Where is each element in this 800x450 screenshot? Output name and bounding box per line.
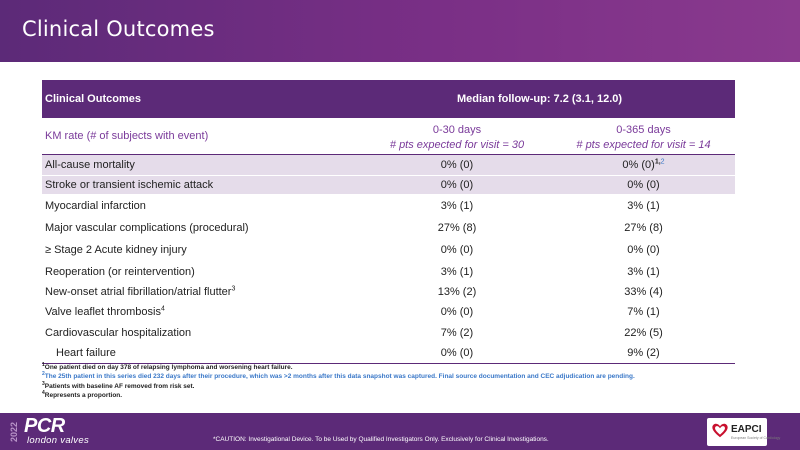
footnote-4: $^4$Represents a proportion. bbox=[42, 389, 123, 399]
row-value-365d: 0% (0) bbox=[627, 179, 660, 191]
eapci-logo-subtext: European Society of Cardiology bbox=[731, 436, 781, 440]
outcomes-table bbox=[42, 80, 735, 364]
row-label: Reoperation (or reintervention) bbox=[45, 266, 195, 278]
caution-notice: *CAUTION: Investigational Device. To be Used by Qualified Investigators Only. Exclusively for Clinical Investigations. bbox=[213, 436, 549, 443]
footnote-3: $^3$Patients with baseline AF removed from risk set. bbox=[42, 380, 195, 390]
table-row bbox=[42, 323, 735, 343]
period-30-label: 0-30 days bbox=[432, 124, 482, 136]
row-value-30d: 3% (1) bbox=[440, 200, 474, 212]
km-rate-label: KM rate (# of subjects with event) bbox=[45, 130, 209, 142]
row-value-365d: 7% (1) bbox=[627, 306, 660, 318]
row-label: Major vascular complications (procedural) bbox=[45, 222, 249, 234]
period-365-days bbox=[552, 123, 735, 153]
pcr-logo-subtitle: london valves bbox=[27, 435, 89, 446]
row-value-365d: 9% (2) bbox=[627, 347, 660, 359]
row-value-365d: 3% (1) bbox=[627, 266, 660, 278]
pcr-logo-year: 2022 bbox=[9, 421, 19, 443]
row-value-30d: 7% (2) bbox=[440, 327, 474, 339]
row-value-30d: 0% (0) bbox=[440, 159, 474, 171]
row-label: Cardiovascular hospitalization bbox=[45, 327, 192, 339]
table-row bbox=[42, 302, 735, 323]
row-value-365d: 33% (4) bbox=[624, 286, 663, 298]
pcr-logo: PCR bbox=[24, 415, 65, 437]
table-row bbox=[42, 176, 735, 195]
row-label: Heart failure bbox=[56, 347, 116, 359]
row-value-30d: 3% (1) bbox=[440, 266, 474, 278]
table-row bbox=[42, 195, 735, 217]
slide-header bbox=[0, 0, 800, 62]
row-label: Valve leaflet thrombosis$^4$ bbox=[45, 305, 165, 318]
table-row bbox=[42, 283, 735, 302]
period-365-expected: # pts expected for visit = 14 bbox=[576, 139, 711, 151]
footnote-1: $^1$One patient died on day 378 of relapsing lymphoma and worsening heart failure. bbox=[42, 361, 293, 371]
table-row bbox=[42, 217, 735, 239]
row-label: Myocardial infarction bbox=[45, 200, 146, 212]
table-row bbox=[42, 239, 735, 261]
eapci-logo bbox=[707, 418, 781, 446]
period-30-days bbox=[352, 123, 562, 153]
row-value-365d: 0% (0) bbox=[627, 244, 660, 256]
header-median-follow-up: Median follow-up: 7.2 (3.1, 12.0) bbox=[457, 93, 623, 105]
row-value-30d: 0% (0) bbox=[440, 306, 474, 318]
row-value-30d: 27% (8) bbox=[437, 222, 477, 234]
row-value-30d: 0% (0) bbox=[440, 347, 474, 359]
table-header-row bbox=[42, 80, 735, 118]
row-value-365d: 22% (5) bbox=[624, 327, 663, 339]
row-label: All-cause mortality bbox=[45, 159, 135, 171]
table-row bbox=[42, 261, 735, 283]
row-value-30d: 0% (0) bbox=[440, 179, 474, 191]
row-value-365d: 27% (8) bbox=[624, 222, 663, 234]
table-row bbox=[42, 155, 735, 176]
footer-bar bbox=[0, 413, 800, 450]
slide-title: Clinical Outcomes bbox=[22, 17, 215, 41]
row-label: New-onset atrial fibrillation/atrial flutter$^3$ bbox=[45, 285, 236, 298]
row-value-30d: 13% (2) bbox=[437, 286, 477, 298]
row-value-30d: 0% (0) bbox=[440, 244, 474, 256]
footnotes bbox=[42, 363, 782, 400]
row-label: Stroke or transient ischemic attack bbox=[45, 179, 214, 191]
eapci-logo-text: EAPCI bbox=[731, 424, 762, 435]
heart-icon bbox=[711, 422, 729, 440]
row-label: ≥ Stage 2 Acute kidney injury bbox=[45, 244, 187, 256]
header-clinical-outcomes: Clinical Outcomes bbox=[45, 93, 141, 105]
table-row bbox=[42, 343, 735, 364]
row-value-365d: 0% $(0)^{1,2}$ bbox=[622, 158, 665, 171]
table-subheader-row bbox=[42, 118, 735, 155]
row-value-365d: 3% (1) bbox=[627, 200, 660, 212]
footnote-2: $^2$The 25th patient in this series died 232 days after their procedure, which was >2 months after this data snapshot was captured. Final source documentation and CEC adjudication are pending. bbox=[42, 371, 635, 381]
period-365-label: 0-365 days bbox=[616, 124, 671, 136]
period-30-expected: # pts expected for visit = 30 bbox=[389, 139, 525, 151]
